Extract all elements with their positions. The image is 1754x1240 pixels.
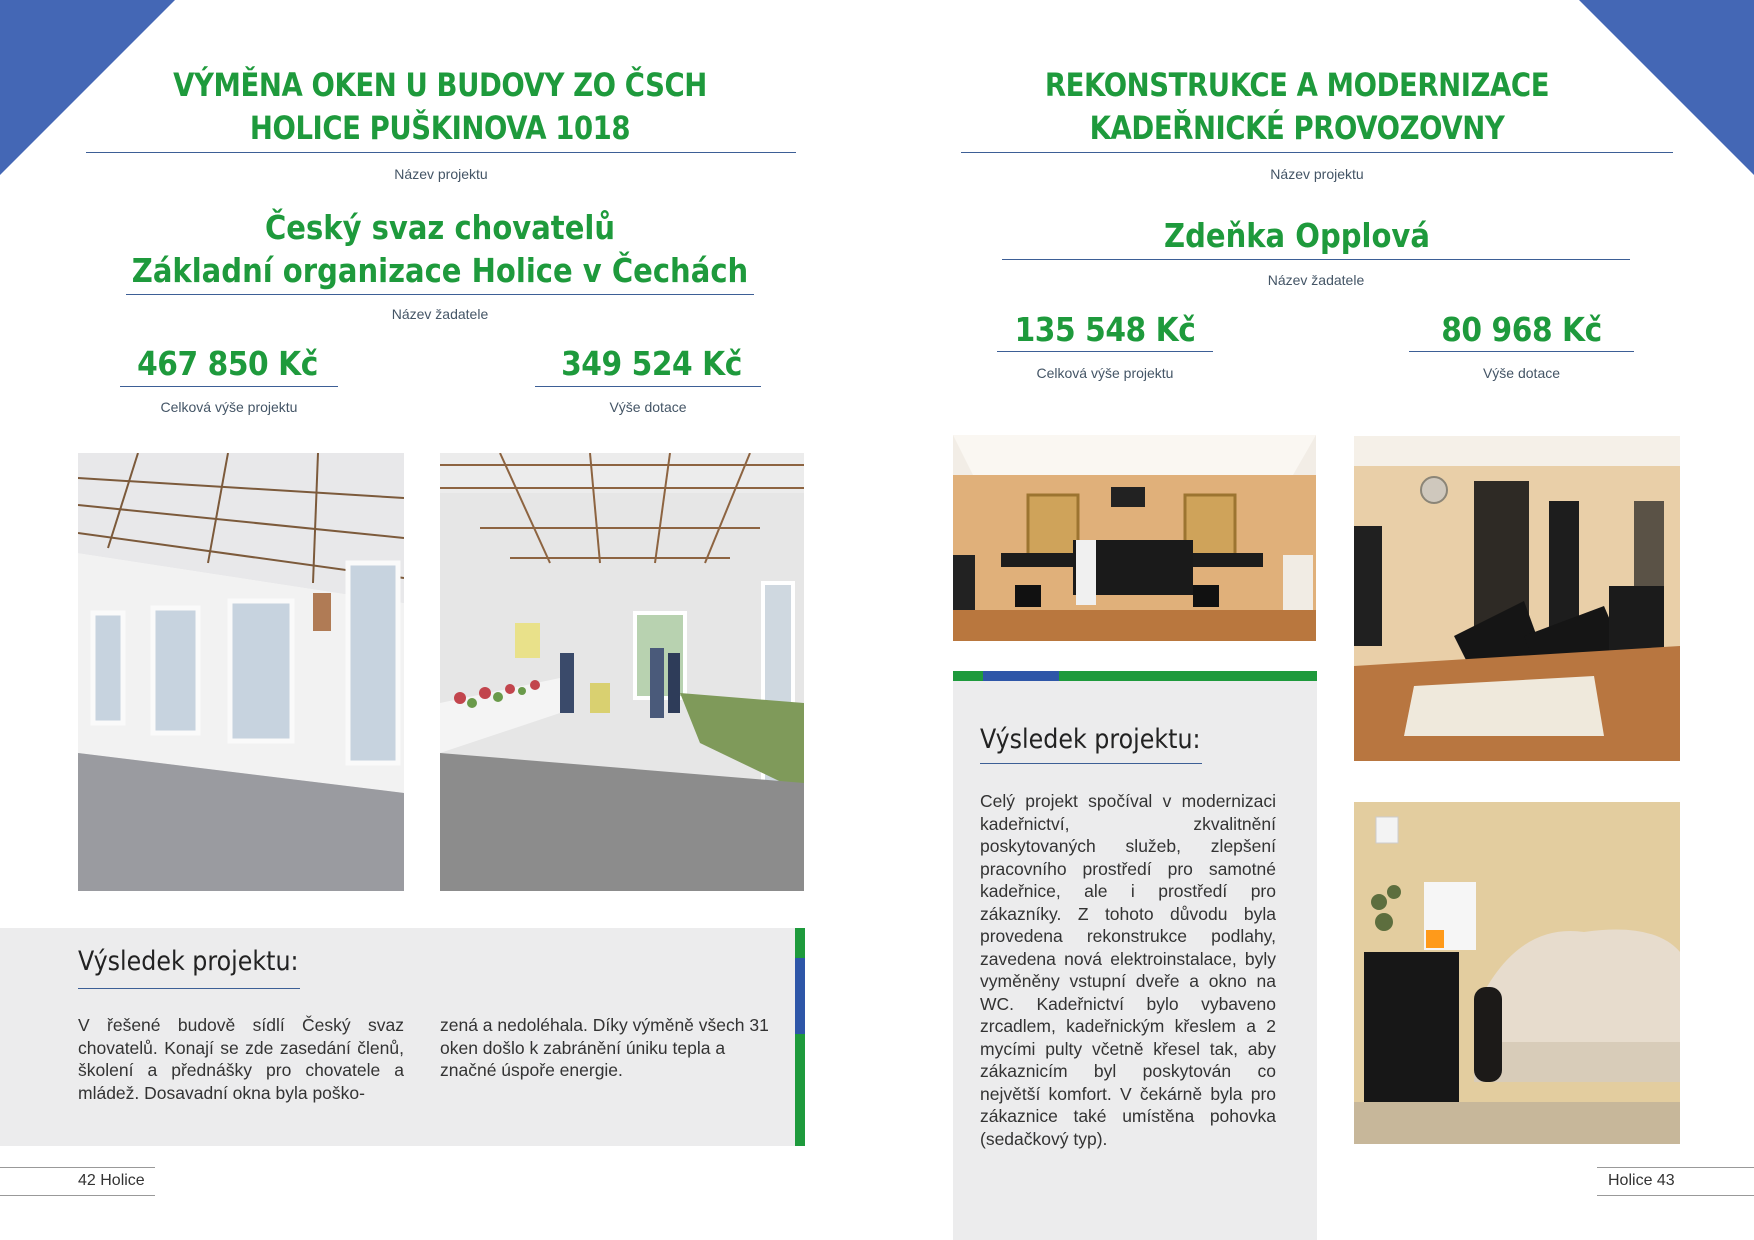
right-result-heading-rule — [980, 763, 1202, 764]
left-total-caption: Celková výše projektu — [160, 399, 298, 415]
left-subsidy-caption: Výše dotace — [609, 399, 687, 415]
left-result-text-col2: zená a nedoléhala. Díky výměně všech 31 oken došlo k zabránění úniku tepla a značné úspoře energie. — [440, 1015, 769, 1080]
right-project-title-line2: KADEŘNICKÉ PROVOZOVNY — [1089, 109, 1505, 147]
right-applicant-rule — [1002, 259, 1630, 260]
right-subsidy-amount: 80 968 Kč — [1441, 310, 1602, 349]
left-result-heading-rule — [78, 988, 300, 989]
right-total-caption: Celková výše projektu — [1036, 365, 1174, 381]
right-footer-rule-top — [1597, 1167, 1754, 1168]
left-result-accent-green-bottom — [795, 1034, 805, 1146]
right-total-amount: 135 548 Kč — [1014, 310, 1196, 349]
waiting-sofa-image — [1354, 802, 1680, 1144]
right-result-accent-green-left — [953, 671, 983, 681]
right-footer-page-number: Holice 43 — [1608, 1172, 1675, 1189]
right-title-rule — [961, 152, 1673, 153]
left-project-title-line2: HOLICE PUŠKINOVA 1018 — [249, 109, 631, 147]
left-project-title — [113, 64, 767, 150]
left-result-accent-green-top — [795, 928, 805, 958]
right-project-title-line1: REKONSTRUKCE A MODERNIZACE — [1044, 66, 1550, 104]
left-applicant-line2: Základní organizace Holice v Čechách — [131, 251, 749, 290]
right-photo-wash-basins — [1354, 436, 1680, 761]
left-subsidy-rule — [535, 386, 761, 387]
right-applicant-caption: Název žadatele — [1267, 272, 1365, 288]
left-project-name-caption: Název projektu — [394, 166, 488, 182]
right-subsidy-rule — [1409, 351, 1634, 352]
left-result-text-col1: V řešené budově sídlí Český svaz chovatelů. Konají se zde zasedání členů, školení a přednášky pro chovatele a mládež. Dosavadní okna byla poško- — [78, 1015, 404, 1103]
right-project-title — [970, 64, 1624, 150]
left-applicant-name — [106, 206, 775, 292]
left-footer-page-number: 42 Holice — [78, 1172, 145, 1189]
left-photo-exhibition-hall — [440, 453, 804, 891]
left-result-heading: Výsledek projektu: — [78, 946, 299, 977]
right-footer-rule-bottom — [1597, 1195, 1754, 1196]
left-project-title-line1: VÝMĚNA OKEN U BUDOVY ZO ČSCH — [173, 66, 707, 104]
left-applicant-line1: Český svaz chovatelů — [264, 208, 616, 247]
left-title-rule — [86, 152, 796, 153]
right-result-heading: Výsledek projektu: — [980, 724, 1201, 755]
left-applicant-rule — [126, 294, 754, 295]
left-total-rule — [120, 386, 338, 387]
right-photo-salon-mirrors — [953, 435, 1316, 641]
left-footer-rule-top — [0, 1167, 155, 1168]
left-applicant-caption: Název žadatele — [391, 306, 489, 322]
right-result-accent-green-right — [1059, 671, 1317, 681]
left-total-amount: 467 850 Kč — [137, 344, 318, 383]
salon-mirrors-image — [953, 435, 1316, 641]
right-project-name-caption: Název projektu — [1270, 166, 1364, 182]
right-result-accent-blue — [983, 671, 1059, 681]
left-subsidy-amount: 349 524 Kč — [561, 344, 742, 383]
left-photo-hall-windows — [78, 453, 404, 891]
left-footer-rule-bottom — [0, 1195, 155, 1196]
right-applicant-name: Zdeňka Opplová — [1164, 216, 1430, 255]
right-result-text: Celý projekt spočíval v modernizaci kadeřnictví, zkvalitnění poskytovaných služeb, zlepšení pracovního prostředí pro samotné kadeřnice, ale i prostředí pro zákazníky. Z tohoto důvodu byla provedena rekonstrukce podlahy, zavedena nová elektroinstalace, byly vyměněny vstupní dveře a okno na WC. Kadeřnictví bylo vybaveno zrcadlem, kadeřnickým křeslem a 2 mycími pulty včetně křesel tak, aby zákaznicím byl poskytován co největší komfort. V čekárně byla pro zákaznice také umístěna pohovka (sedačkový typ). — [980, 791, 1276, 1149]
left-result-accent-blue — [795, 958, 805, 1034]
right-total-rule — [997, 351, 1213, 352]
right-subsidy-caption: Výše dotace — [1482, 365, 1561, 381]
wash-basins-image — [1354, 436, 1680, 761]
right-photo-waiting-sofa — [1354, 802, 1680, 1144]
exhibition-hall-image — [440, 453, 804, 891]
right-page — [877, 0, 1754, 1240]
hall-windows-image — [78, 453, 404, 891]
